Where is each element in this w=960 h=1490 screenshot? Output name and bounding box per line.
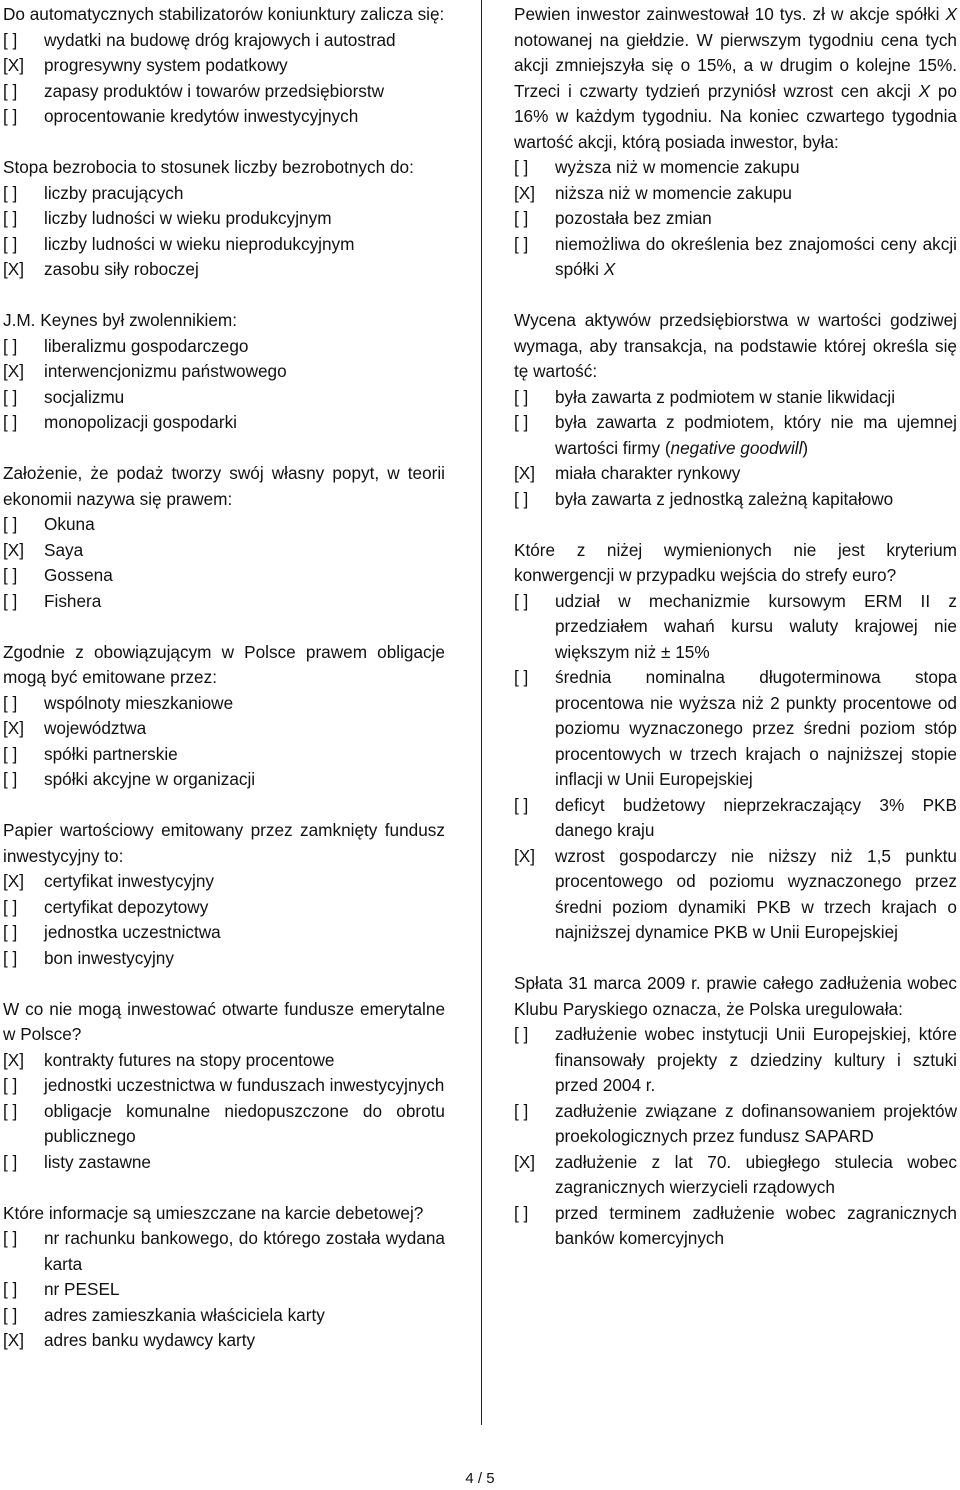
answer-checkbox: [ ] [3,1075,18,1095]
answer-option [3,920,445,946]
answer-option [514,1201,957,1252]
answer-option [3,1048,445,1074]
answer-text: liczby pracujących [44,182,184,203]
answer-checkbox: [X] [3,871,25,891]
answer-option [514,793,957,844]
answer-text: certyfikat depozytowy [44,896,209,917]
answer-text: zadłużenie związane z dofinansowaniem projektów proekologicznych przez fundusz SAPARD [555,1100,957,1146]
answer-option [3,257,445,283]
answer-text: certyfikat inwestycyjny [44,871,215,891]
question-block [514,308,957,512]
answer-checkbox: [ ] [3,386,18,407]
answer-option [3,104,445,130]
answer-checkbox: [ ] [514,488,529,509]
answer-checkbox: [ ] [3,1151,18,1172]
question-text: Założenie, że podaż tworzy swój własny popyt, w teorii ekonomii nazywa się prawem: [3,463,445,509]
answer-checkbox: [ ] [514,1100,529,1121]
answer-option [3,1073,445,1099]
answer-text: interwencjonizmu państwowego [44,361,287,381]
left-column [3,2,445,1379]
answer-checkbox: [ ] [3,565,18,585]
answer-option [3,410,445,436]
answer-text: adres zamieszkania właściciela karty [44,1304,325,1325]
answer-text: jednostki uczestnictwa w funduszach inwestycyjnych [44,1075,445,1095]
answer-option [514,1099,957,1150]
answer-option [3,512,445,538]
question-block [3,1201,445,1354]
answer-checkbox: [ ] [514,233,529,254]
question-text: Papier wartościowy emitowany przez zamknięty fundusz inwestycyjny to: [3,820,445,866]
question-block [514,971,957,1252]
question-block [514,2,957,283]
answer-option [514,589,957,666]
answer-checkbox: [ ] [3,947,18,968]
answer-text: bon inwestycyjny [44,947,174,968]
answer-text: była zawarta z jednostką zależną kapitałowo [555,488,894,509]
answer-text: Gossena [44,565,113,585]
answer-text: zapasy produktów i towarów przedsiębiorstw [44,80,385,101]
question-text: Do automatycznych stabilizatorów koniunktury zalicza się: [3,4,445,24]
answer-text: była zawarta z podmiotem, który nie ma ujemnej wartości firmy (negative goodwill) [555,412,957,458]
answer-option [3,28,445,54]
question-block [3,640,445,793]
question-block [3,997,445,1176]
answer-text: kontrakty futures na stopy procentowe [44,1049,335,1070]
answer-option [514,155,957,181]
question-block [3,2,445,130]
answer-text: oprocentowanie kredytów inwestycyjnych [44,106,359,126]
answer-checkbox: [ ] [514,1202,529,1223]
answer-option [3,691,445,717]
answer-option [3,206,445,232]
question-text: Które informacje są umieszczane na karcie debetowej? [3,1202,424,1223]
answer-checkbox: [ ] [3,412,18,432]
answer-checkbox: [ ] [3,922,18,942]
answer-text: niemożliwa do określenia bez znajomości ceny akcji spółki X [555,233,957,279]
answer-checkbox: [ ] [3,1100,18,1121]
answer-text: wydatki na budowę dróg krajowych i autostrad [44,29,396,50]
answer-text: wzrost gospodarczy nie niższy niż 1,5 punktu procentowego od poziomu wyznaczonego przez średni poziom dynamiki PKB w trzech krajach o najniższej dynamice PKB w Unii Europejskiej [555,845,957,942]
question-text: Wycena aktywów przedsiębiorstwa w wartości godziwej wymaga, aby transakcja, na podstawie której określa się tę wartość: [514,310,957,381]
answer-option [514,461,957,487]
answer-checkbox: [X] [3,1049,25,1070]
answer-text: jednostka uczestnictwa [44,922,221,942]
answer-checkbox: [X] [3,55,25,75]
answer-text: województwa [44,718,147,738]
answer-option [3,334,445,360]
answer-option [3,589,445,615]
answer-checkbox: [ ] [3,233,18,254]
question-block [514,538,957,946]
answer-option [3,716,445,742]
answer-checkbox: [ ] [3,692,18,713]
question-text: Pewien inwestor zainwestował 10 tys. zł w akcje spółki X notowanej na giełdzie. W pierwszym tygodniu cena tych akcji zmniejszyła się o 15%, a w drugim o kolejne 15%. Trzeci i czwarty tydzień przyniósł wzrost cen akcji X po 16% w każdym tygodniu. Na koniec czwartego tygodnia wartość akcji, którą posiada inwestor, była: [514,4,957,152]
answer-text: Okuna [44,514,95,534]
answer-option [514,385,957,411]
question-block [3,155,445,283]
answer-option [514,1150,957,1201]
answer-checkbox: [ ] [514,208,529,228]
answer-option [514,181,957,207]
answer-option [514,665,957,793]
answer-text: monopolizacji gospodarki [44,412,237,432]
answer-option [3,538,445,564]
answer-checkbox: [ ] [3,896,18,917]
answer-text: zadłużenie z lat 70. ubiegłego stulecia wobec zagranicznych wierzycieli rządowych [555,1151,957,1197]
answer-checkbox: [X] [514,463,536,483]
answer-checkbox: [ ] [3,1279,18,1299]
answer-text: liberalizmu gospodarczego [44,335,249,356]
answer-checkbox: [ ] [3,514,18,534]
answer-option [3,53,445,79]
answer-text: adres banku wydawcy karty [44,1330,256,1350]
answer-text: średnia nominalna długoterminowa stopa procentowa nie wyższa niż 2 punkty procentowe od poziomu wyznaczonego przez średni poziom stóp procentowych w trzech krajach o najniższej stopie inflacji w Unii Europejskiej [555,667,957,789]
column-divider [481,0,482,1425]
answer-text: nr PESEL [44,1279,120,1299]
answer-text: spółki partnerskie [44,743,178,764]
answer-checkbox: [ ] [3,182,18,203]
answer-option [3,181,445,207]
answer-option [3,385,445,411]
answer-text: obligacje komunalne niedopuszczone do obrotu publicznego [44,1100,445,1146]
answer-checkbox: [ ] [3,80,18,101]
answer-option [3,1226,445,1277]
answer-checkbox: [X] [3,539,25,560]
answer-checkbox: [ ] [514,412,529,432]
answer-checkbox: [ ] [3,743,18,764]
answer-checkbox: [ ] [514,794,529,815]
answer-option [3,79,445,105]
question-text: Stopa bezrobocia to stosunek liczby bezrobotnych do: [3,157,414,177]
answer-option [3,895,445,921]
answer-text: przed terminem zadłużenie wobec zagranicznych banków komercyjnych [555,1202,957,1248]
answer-checkbox: [ ] [3,769,18,789]
answer-checkbox: [ ] [3,1228,18,1248]
answer-option [3,359,445,385]
answer-text: nr rachunku bankowego, do którego została wydana karta [44,1228,445,1274]
answer-text: progresywny system podatkowy [44,55,288,75]
question-block [3,461,445,614]
answer-text: miała charakter rynkowy [555,463,741,483]
answer-checkbox: [X] [3,718,25,738]
answer-text: deficyt budżetowy nieprzekraczający 3% PKB danego kraju [555,794,957,840]
answer-text: wspólnoty mieszkaniowe [44,692,234,713]
answer-option [3,1303,445,1329]
answer-checkbox: [ ] [3,590,18,611]
right-column [514,2,957,1277]
answer-text: Fishera [44,590,102,611]
answer-text: wyższa niż w momencie zakupu [555,157,800,177]
question-text: Spłata 31 marca 2009 r. prawie całego zadłużenia wobec Klubu Paryskiego oznacza, że Polska uregulowała: [514,973,957,1019]
answer-text: zadłużenie wobec instytucji Unii Europejskiej, które finansowały projekty z dziedziny kultury i sztuki przed 2004 r. [555,1024,957,1095]
answer-checkbox: [X] [3,361,25,381]
answer-text: udział w mechanizmie kursowym ERM II z przedziałem wahań kursu waluty krajowej nie większym niż ± 15% [555,590,957,662]
answer-checkbox: [ ] [3,29,18,50]
answer-option [3,563,445,589]
answer-text: pozostała bez zmian [555,208,712,228]
answer-checkbox: [ ] [3,106,18,126]
answer-checkbox: [ ] [3,335,18,356]
answer-option [3,1150,445,1176]
answer-text: Saya [44,539,84,560]
answer-option [3,767,445,793]
question-text: Zgodnie z obowiązującym w Polsce prawem obligacje mogą być emitowane przez: [3,641,445,687]
answer-checkbox: [X] [3,259,25,279]
answer-option [514,844,957,946]
answer-option [3,869,445,895]
answer-option [3,1099,445,1150]
answer-option [3,946,445,972]
answer-option [514,410,957,461]
question-text: J.M. Keynes był zwolennikiem: [3,310,238,330]
answer-checkbox: [X] [514,845,536,866]
answer-text: zasobu siły roboczej [44,259,199,279]
answer-option [3,232,445,258]
answer-option [514,206,957,232]
answer-checkbox: [ ] [514,1024,529,1044]
question-block [3,818,445,971]
answer-checkbox: [ ] [514,157,529,177]
answer-text: liczby ludności w wieku nieprodukcyjnym [44,233,355,254]
answer-option [3,742,445,768]
answer-option [514,487,957,513]
answer-text: listy zastawne [44,1151,151,1172]
answer-checkbox: [ ] [3,208,18,228]
answer-text: liczby ludności w wieku produkcyjnym [44,208,332,228]
question-text: Które z niżej wymienionych nie jest kryterium konwergencji w przypadku wejścia do strefy euro? [514,539,957,585]
answer-checkbox: [ ] [514,386,529,407]
answer-text: spółki akcyjne w organizacji [44,769,256,789]
page-number: 4 / 5 [465,1470,495,1487]
answer-option [514,232,957,283]
answer-checkbox: [X] [514,182,536,203]
question-block [3,308,445,436]
answer-option [3,1328,445,1354]
answer-option [514,1022,957,1099]
answer-checkbox: [ ] [514,667,529,687]
answer-checkbox: [X] [514,1151,536,1172]
answer-text: socjalizmu [44,386,125,407]
answer-option [3,1277,445,1303]
answer-checkbox: [ ] [514,590,529,611]
question-text: W co nie mogą inwestować otwarte fundusze emerytalne w Polsce? [3,998,445,1044]
answer-text: niższa niż w momencie zakupu [555,182,792,203]
answer-checkbox: [X] [3,1330,25,1350]
answer-checkbox: [ ] [3,1304,18,1325]
answer-text: była zawarta z podmiotem w stanie likwidacji [555,386,896,407]
